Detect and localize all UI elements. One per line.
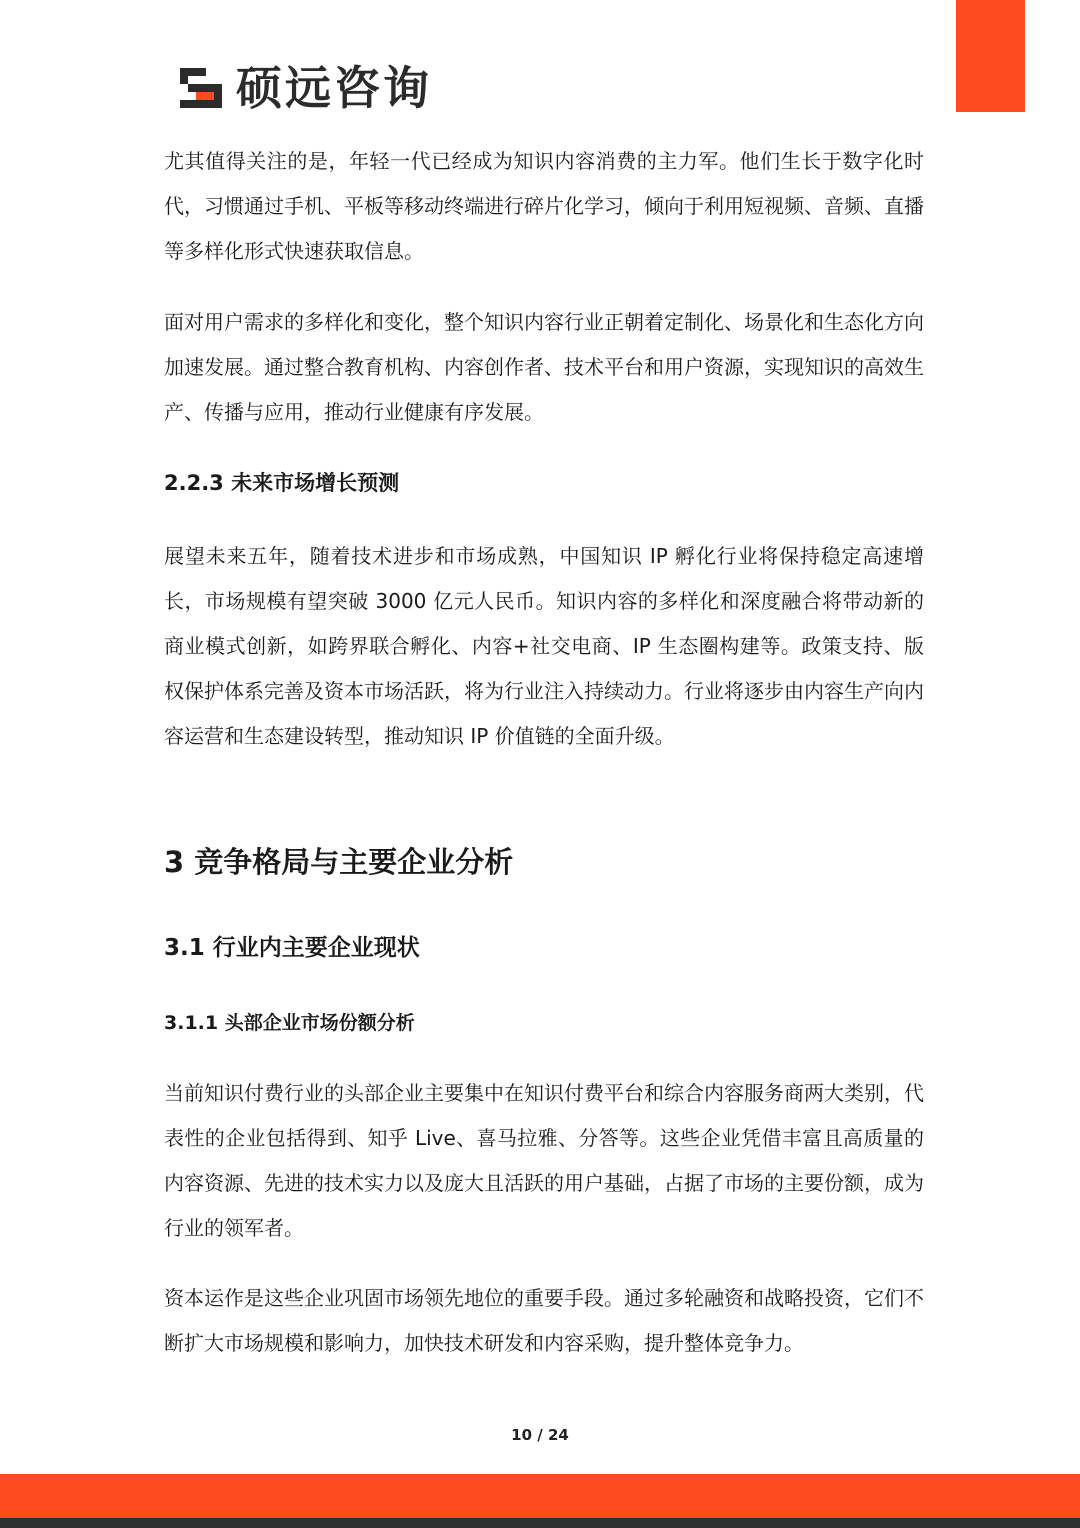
section-heading-2-2-3: 2.2.3 未来市场增长预测 [164, 471, 400, 495]
paragraph: 展望未来五年，随着技术进步和市场成熟，中国知识 IP 孵化行业将保持稳定高速增长，市场规模有望突破 3000 亿元人民币。知识内容的多样化和深度融合将带动新的商业模式创新，如跨界联合孵化、内容+社交电商、IP 生态圈构建等。政策支持、版权保护体系完善及资本市场活跃，将为行业注入持续动力。行业将逐步由内容生产向内容运营和生态建设转型，推动知识 IP 价值链的全面升级。 [164, 544, 924, 748]
logo-text: 硕远咨询 [236, 61, 432, 115]
chapter-heading-3: 3 竞争格局与主要企业分析 [164, 845, 514, 879]
paragraph: 面对用户需求的多样化和变化，整个知识内容行业正朝着定制化、场景化和生态化方向加速发展。通过整合教育机构、内容创作者、技术平台和用户资源，实现知识的高效生产、传播与应用，推动行业健康有序发展。 [164, 310, 924, 424]
section-heading-3-1: 3.1 行业内主要企业现状 [164, 935, 420, 961]
paragraph: 尤其值得关注的是，年轻一代已经成为知识内容消费的主力军。他们生长于数字化时代，习惯通过手机、平板等移动终端进行碎片化学习，倾向于利用短视频、音频、直播等多样化形式快速获取信息。 [164, 149, 924, 263]
company-logo [176, 60, 432, 116]
footer-accent-bar [0, 1474, 1080, 1518]
paragraph: 当前知识付费行业的头部企业主要集中在知识付费平台和综合内容服务商两大类别，代表性的企业包括得到、知乎 Live、喜马拉雅、分答等。这些企业凭借丰富且高质量的内容资源、先进的技术实力以及庞大且活跃的用户基础，占据了市场的主要份额，成为行业的领军者。 [164, 1081, 924, 1240]
logo-s-icon [176, 64, 226, 112]
section-heading-3-1-1: 3.1.1 头部企业市场份额分析 [164, 1012, 415, 1034]
header-accent-block [956, 0, 1025, 112]
page-number: 10 / 24 [511, 1426, 569, 1444]
paragraph: 资本运作是这些企业巩固市场领先地位的重要手段。通过多轮融资和战略投资，它们不断扩大市场规模和影响力，加快技术研发和内容采购，提升整体竞争力。 [164, 1286, 924, 1355]
footer-dark-bar [0, 1518, 1080, 1528]
